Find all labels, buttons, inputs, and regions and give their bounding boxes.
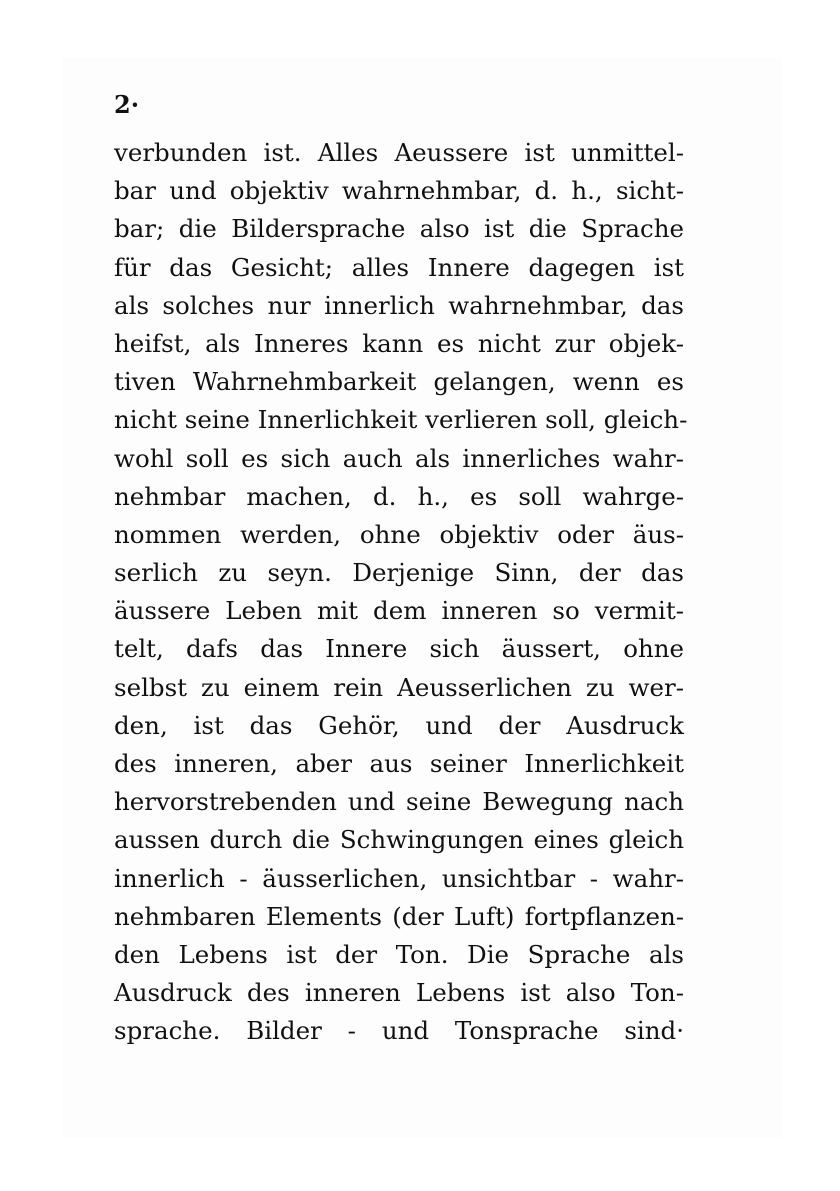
text-line: tiven Wahrnehmbarkeit gelangen, wenn es [114,367,684,397]
text-line: selbst zu einem rein Aeusserlichen zu wer- [114,672,684,702]
text-line: bar; die Bildersprache also ist die Sprache [114,214,684,244]
text-line: den Lebens ist der Ton. Die Sprache als [114,939,684,969]
text-line: sprache. Bilder - und Tonsprache sind· [114,1016,684,1046]
text-line: heifst, als Inneres kann es nicht zur objek- [114,328,684,358]
page-number: 2· [114,90,140,119]
text-line: serlich zu seyn. Derjenige Sinn, der das [114,558,684,588]
body-text [114,134,688,1051]
text-line: telt, dafs das Innere sich äussert, ohne [114,634,684,664]
text-line: für das Gesicht; alles Innere dagegen ist [114,252,684,282]
text-line: nommen werden, ohne objektiv oder äus- [114,519,684,549]
text-line: hervorstrebenden und seine Bewegung nach [114,787,684,817]
text-line: Ausdruck des inneren Lebens ist also Ton- [114,978,684,1008]
text-line: äussere Leben mit dem inneren so vermit- [114,596,684,626]
text-line: bar und objektiv wahrnehmbar, d. h., sicht- [114,176,684,206]
text-line: als solches nur innerlich wahrnehmbar, das [114,290,684,320]
text-line: verbunden ist. Alles Aeussere ist unmittel- [114,138,684,167]
text-line: nehmbaren Elements (der Luft) fortpflanzen- [114,901,684,931]
text-line: aussen durch die Schwingungen eines gleich [114,825,684,855]
text-line: nicht seine Innerlichkeit verlieren soll, gleich- [114,405,688,435]
text-line: nehmbar machen, d. h., es soll wahrge- [114,481,684,511]
text-line: wohl soll es sich auch als innerliches wahr- [114,443,684,473]
text-line: innerlich - äusserlichen, unsichtbar - wahr- [114,863,684,893]
text-line: den, ist das Gehör, und der Ausdruck [114,710,684,740]
text-line: des inneren, aber aus seiner Innerlichkeit [114,749,684,778]
